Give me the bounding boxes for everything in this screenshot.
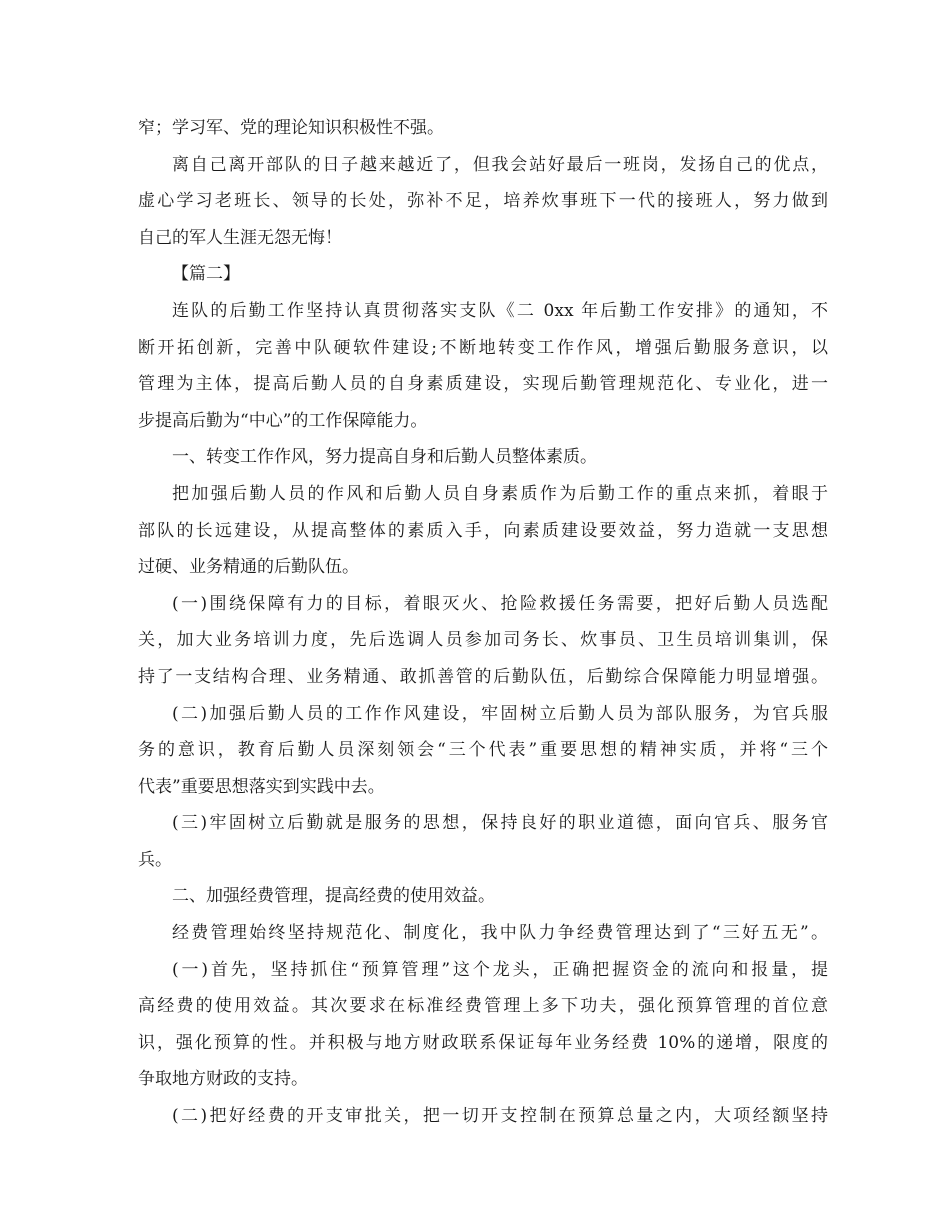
text-line: 过硬、业务精通的后勤队伍。 <box>138 557 359 578</box>
text-line: (一)首先，坚持抓住“预算管理”这个龙头，正确把握资金的流向和报量，提 <box>172 959 828 980</box>
text-line: (二)把好经费的开支审批关，把一切开支控制在预算总量之内，大项经额坚持 <box>172 1106 828 1127</box>
text-line: 离自己离开部队的日子越来越近了，但我会站好最后一班岗，发扬自己的优点， <box>172 154 828 175</box>
text-line: 识，强化预算的性。并积极与地方财政联系保证每年业务经费 10%的递增，限度的 <box>138 1032 828 1053</box>
text-line: 兵。 <box>138 849 172 870</box>
text-line: (二)加强后勤人员的工作作风建设，牢固树立后勤人员为部队服务，为官兵服 <box>172 703 828 724</box>
text-line: 代表”重要思想落实到实践中去。 <box>138 776 385 797</box>
text-line: (三)牢固树立后勤就是服务的思想，保持良好的职业道德，面向官兵、服务官 <box>172 813 828 834</box>
text-line: 连队的后勤工作坚持认真贯彻落实支队《二 0xx 年后勤工作安排》的通知，不 <box>172 300 828 321</box>
text-line: 自己的军人生涯无怨无悔！ <box>138 227 342 248</box>
text-line: 务的意识，教育后勤人员深刻领会“三个代表”重要思想的精神实质，并将“三个 <box>138 740 828 761</box>
subheading: 二、加强经费管理，提高经费的使用效益。 <box>172 886 495 907</box>
text-line: 把加强后勤人员的作风和后勤人员自身素质作为后勤工作的重点来抓，着眼于 <box>172 483 828 504</box>
text-line: 持了一支结构合理、业务精通、敢抓善管的后勤队伍，后勤综合保障能力明显增强。 <box>138 666 828 687</box>
text-line: 经费管理始终坚持规范化、制度化，我中队力争经费管理达到了“三好五无”。 <box>172 923 828 944</box>
text-line: 窄；学习军、党的理论知识积极性不强。 <box>138 118 444 138</box>
text-line: 部队的长远建设，从提高整体的素质入手，向素质建设要效益，努力造就一支思想 <box>138 520 828 541</box>
text-line: 虚心学习老班长、领导的长处，弥补不足，培养炊事班下一代的接班人，努力做到 <box>138 191 828 212</box>
document-body <box>138 110 828 1135</box>
text-line: 关，加大业务培训力度，先后选调人员参加司务长、炊事员、卫生员培训集训，保 <box>138 630 828 651</box>
text-line: 步提高后勤为“中心”的工作保障能力。 <box>138 410 428 431</box>
text-line: 高经费的使用效益。其次要求在标准经费管理上多下功夫，强化预算管理的首位意 <box>138 996 828 1017</box>
text-line: 断开拓创新，完善中队硬软件建设;不断地转变工作作风，增强后勤服务意识，以 <box>138 337 828 358</box>
text-line: (一)围绕保障有力的目标，着眼灭火、抢险救援任务需要，把好后勤人员选配 <box>172 593 828 614</box>
text-line: 争取地方财政的支持。 <box>138 1069 308 1090</box>
text-line: 管理为主体，提高后勤人员的自身素质建设，实现后勤管理规范化、专业化，进一 <box>138 374 828 395</box>
subheading: 一、转变工作作风，努力提高自身和后勤人员整体素质。 <box>172 447 597 468</box>
section-heading: 【篇二】 <box>172 264 240 285</box>
